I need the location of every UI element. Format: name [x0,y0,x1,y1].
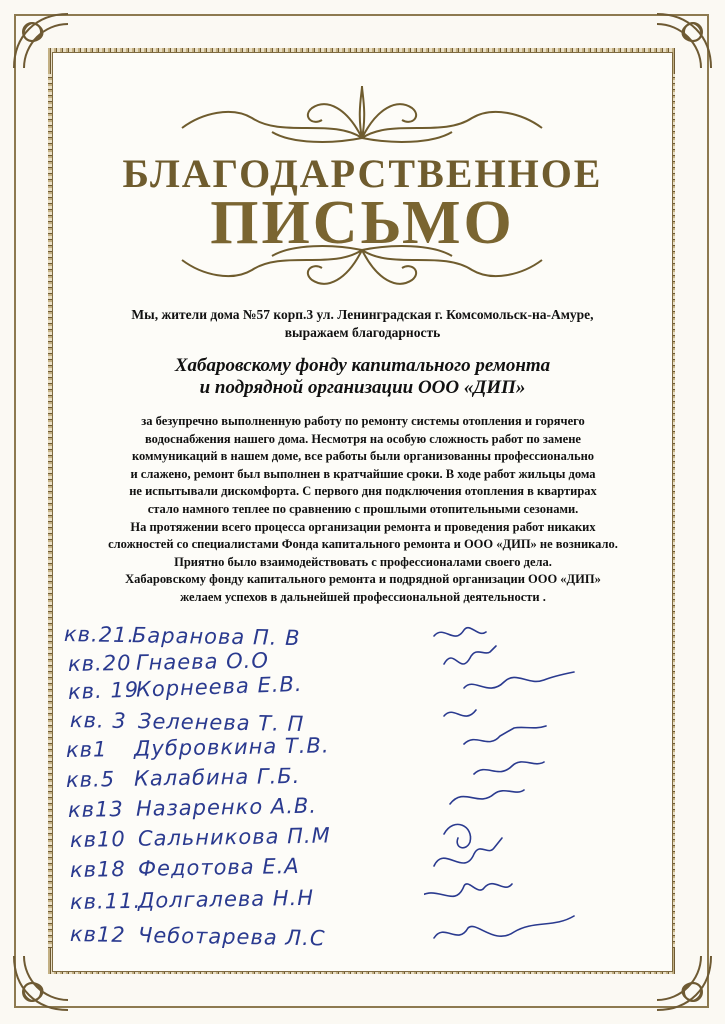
apartment-number: кв1 [65,737,108,762]
body-line: и слажено, ремонт был выполнен в кратчайшие сроки. В ходе работ жильцы дома [130,466,596,481]
resident-name: Калабина Г.Б. [133,763,301,791]
intro-text [90,306,635,342]
body-line: коммуникаций в нашем доме, все работы были организованны профессионально [131,449,595,464]
corner-ornament-icon [6,948,76,1018]
resident-name: Чеботарева Л.С [137,923,326,951]
body-line: стало намного теплее по сравнению с прошлыми отопительными сезонами. [147,501,579,516]
signature-row [70,823,331,852]
resident-name: Сальникова П.М [137,823,331,851]
apartment-number: кв.20 [67,650,132,676]
letter-body [88,413,638,607]
apartment-number: кв13 [67,797,124,822]
recipient-line: Хабаровскому фонду капитального ремонта [174,355,551,376]
corner-ornament-icon [6,6,76,76]
title-flourish-top-icon [162,78,562,148]
resident-name: Назаренко А.В. [135,793,318,821]
body-line: желаем успехов в дальнейшей профессиональной деятельности . [180,589,546,604]
body-line: Хабаровскому фонду капитального ремонта и подрядной организации ООО «ДИП» [125,572,601,587]
resident-name: Долгалева Н.Н [137,885,315,913]
signature-row [70,886,314,914]
resident-name: Гнаева О.О [135,648,270,675]
handwritten-signatures-icon [424,616,664,956]
recipient-heading [90,355,635,399]
signature-row [66,733,330,762]
signature-row [68,648,269,676]
resident-name: Зеленева Т. П [137,709,305,737]
body-line: водоснабжения нашего дома. Несмотря на особую сложность работ по замене [145,431,581,446]
signature-row [70,708,305,736]
title-line-2: ПИСЬМО [210,189,515,257]
resident-name: Дубровкина Т.В. [133,733,330,761]
apartment-number: кв18 [69,857,126,882]
corner-ornament-icon [649,6,719,76]
apartment-number: кв. 19 [67,677,140,704]
body-line: Приятно было взаимодействовать с профессионалами своего дела. [174,554,552,569]
signature-row [70,922,326,950]
body-line: сложностей со специалистами Фонда капитального ремонта и ООО «ДИП» не возникало. [108,537,618,552]
apartment-number: кв. 3 [69,708,127,733]
apartment-number: кв10 [69,827,126,852]
resident-name: Федотова Е.А [137,853,300,881]
body-line: за безупречно выполненную работу по ремонту системы отопления и горячего [141,414,585,428]
corner-ornament-icon [649,948,719,1018]
intro-line: Мы, жители дома №57 корп.3 ул. Ленинградская г. Комсомольск-на-Амуре, [131,307,594,322]
resident-name: Баранова П. В [131,623,301,651]
body-line: не испытывали дискомфорта. С первого дня подключения отопления в квартирах [129,484,597,499]
signature-row [64,622,301,650]
signature-row [70,854,300,882]
body-line: На протяжении всего процесса организации ремонта и проведения работ никаких [130,519,596,534]
title-line-1: БЛАГОДАРСТВЕННОЕ [122,151,603,196]
apartment-number: кв.21. [63,622,136,648]
recipient-line: и подрядной организации ООО «ДИП» [199,377,526,398]
intro-line: выражаем благодарность [284,325,441,340]
signature-row [66,764,301,792]
apartment-number: кв.5 [65,767,116,792]
apartment-number: кв.11. [69,888,142,914]
resident-name: Корнеева Е.В. [135,671,303,702]
signature-row [68,794,317,822]
apartment-number: кв12 [69,922,126,947]
